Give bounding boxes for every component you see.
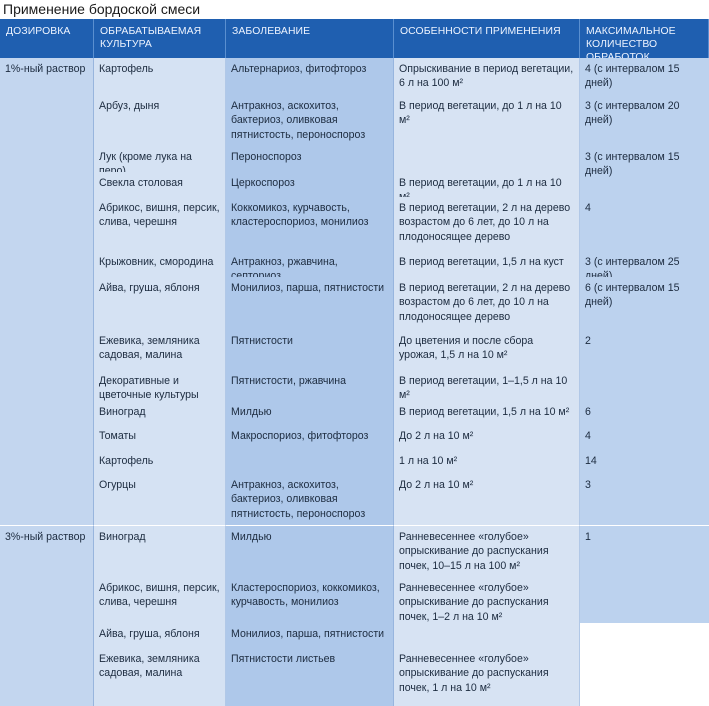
usage-cell: В период вегетации, до 1 л на 10 [394, 172, 580, 197]
usage-cell: В период вегетации, 1,5 л на 10 м² [394, 401, 580, 425]
usage-cell: Опрыскивание в период вегетации, 6 л на 100 м² [394, 58, 580, 95]
max-treatments-cell: 3 (с интервалом 25 [580, 251, 709, 277]
disease-cell: Милдью [226, 525, 394, 577]
crop-cell: Арбуз, дыня [94, 95, 226, 146]
max-treatments-cell: 6 (с интервалом 15 дней) [580, 277, 709, 330]
header-usage: ОСОБЕННОСТИ ПРИМЕНЕНИЯ [394, 19, 580, 58]
disease-cell: Антракноз, аскохитоз, бактериоз, оливковая пятнистость, пероноспороз [226, 474, 394, 525]
usage-cell: В период вегетации, 2 л на дерево возрастом до 6 лет, до 10 л на плодоносящее дерево [394, 197, 580, 251]
disease-cell: Монилиоз, парша, пятнистости [226, 277, 394, 330]
crop-cell: Айва, груша, яблоня [94, 277, 226, 330]
crop-cell: Томаты [94, 425, 226, 450]
disease-cell: Милдью [226, 401, 394, 425]
disease-cell: Альтернариоз, фитофтороз [226, 58, 394, 95]
usage-cell: Ранневесеннее «голубое» опрыскивание до распускания почек, 10–15 л на 100 м² [394, 525, 580, 577]
max-treatments-cell: 4 [580, 197, 709, 251]
usage-cell: В период вегетации, 1,5 л на куст [394, 251, 580, 277]
disease-cell: Коккомикоз, курчавость, кластероспориоз, монилиоз [226, 197, 394, 251]
disease-cell: Пятнистости листьев [226, 648, 394, 706]
disease-cell: Церкоспороз [226, 172, 394, 197]
usage-cell: До 2 л на 10 м² [394, 425, 580, 450]
disease-cell: Пятнистости, ржавчина [226, 370, 394, 401]
max-treatments-cell: 14 [580, 450, 709, 474]
max-treatments-cell: 3 [580, 474, 709, 525]
usage-cell: До цветения и после сбора урожая, 1,5 л на 10 м² [394, 330, 580, 370]
disease-cell: Пероноспороз [226, 146, 394, 172]
disease-cell: Антракноз, аскохитоз, бактериоз, оливковая пятнистость, пероноспороз [226, 95, 394, 146]
crop-cell: Айва, груша, яблоня [94, 623, 226, 648]
crop-cell: Огурцы [94, 474, 226, 525]
disease-cell: Монилиоз, парша, пятнистости [226, 623, 394, 648]
table-title: Применение бордоской смеси [3, 1, 201, 17]
crop-cell: Ежевика, земляника садовая, малина [94, 330, 226, 370]
usage-cell: 1 л на 10 м² [394, 450, 580, 474]
max-treatments-cell: 4 [580, 425, 709, 450]
crop-cell: Крыжовник, смородина [94, 251, 226, 277]
header-dose: ДОЗИРОВКА [0, 19, 94, 58]
max-treatments-cell: 3 (с интервалом 20 дней) [580, 95, 709, 146]
max-treatments-cell: 2 [580, 330, 709, 401]
disease-cell: Кластероспориоз, коккомикоз, курчавость, монилиоз [226, 577, 394, 623]
crop-cell: Виноград [94, 525, 226, 577]
max-treatments-cell: 1 [580, 525, 709, 623]
header-crop: ОБРАБАТЫВАЕМАЯ КУЛЬТУРА [94, 19, 226, 58]
disease-cell: Пятнистости [226, 330, 394, 370]
max-treatments-cell: 6 [580, 401, 709, 425]
blank-area [580, 623, 709, 706]
crop-cell: Ежевика, земляника садовая, малина [94, 648, 226, 706]
disease-cell: Антракноз, ржавчина, [226, 251, 394, 277]
usage-cell: До 2 л на 10 м² [394, 474, 580, 525]
crop-cell: Абрикос, вишня, персик, слива, черешня [94, 577, 226, 623]
dose-cell: 3%-ный раствор [0, 525, 94, 706]
crop-cell: Абрикос, вишня, персик, слива, черешня [94, 197, 226, 251]
usage-cell: В период вегетации, до 1 л на 10 м² [394, 95, 580, 172]
crop-cell: Декоративные и цветочные культуры [94, 370, 226, 401]
disease-cell: Макроспориоз, фитофтороз [226, 425, 394, 474]
dose-cell: 1%-ный раствор [0, 58, 94, 525]
usage-cell: Ранневесеннее «голубое» опрыскивание до распускания почек, 1 л на 10 м² [394, 648, 580, 706]
header-max-treatments: МАКСИМАЛЬНОЕ КОЛИЧЕСТВО [580, 19, 709, 58]
usage-cell: В период вегетации, 1–1,5 л на 10 м² [394, 370, 580, 401]
header-disease: ЗАБОЛЕВАНИЕ [226, 19, 394, 58]
usage-cell: В период вегетации, 2 л на дерево возрастом до 6 лет, до 10 л на плодоносящее дерево [394, 277, 580, 330]
bordeaux-mixture-table [0, 19, 709, 706]
crop-cell: Свекла столовая [94, 172, 226, 197]
max-treatments-cell: 4 (с интервалом 15 дней) [580, 58, 709, 95]
crop-cell: Лук (кроме лука на [94, 146, 226, 172]
usage-cell: Ранневесеннее «голубое» опрыскивание до распускания почек, 1–2 л на 10 м² [394, 577, 580, 648]
max-treatments-cell: 3 (с интервалом 15 дней) [580, 146, 709, 197]
crop-cell: Картофель [94, 58, 226, 95]
crop-cell: Виноград [94, 401, 226, 425]
crop-cell: Картофель [94, 450, 226, 474]
